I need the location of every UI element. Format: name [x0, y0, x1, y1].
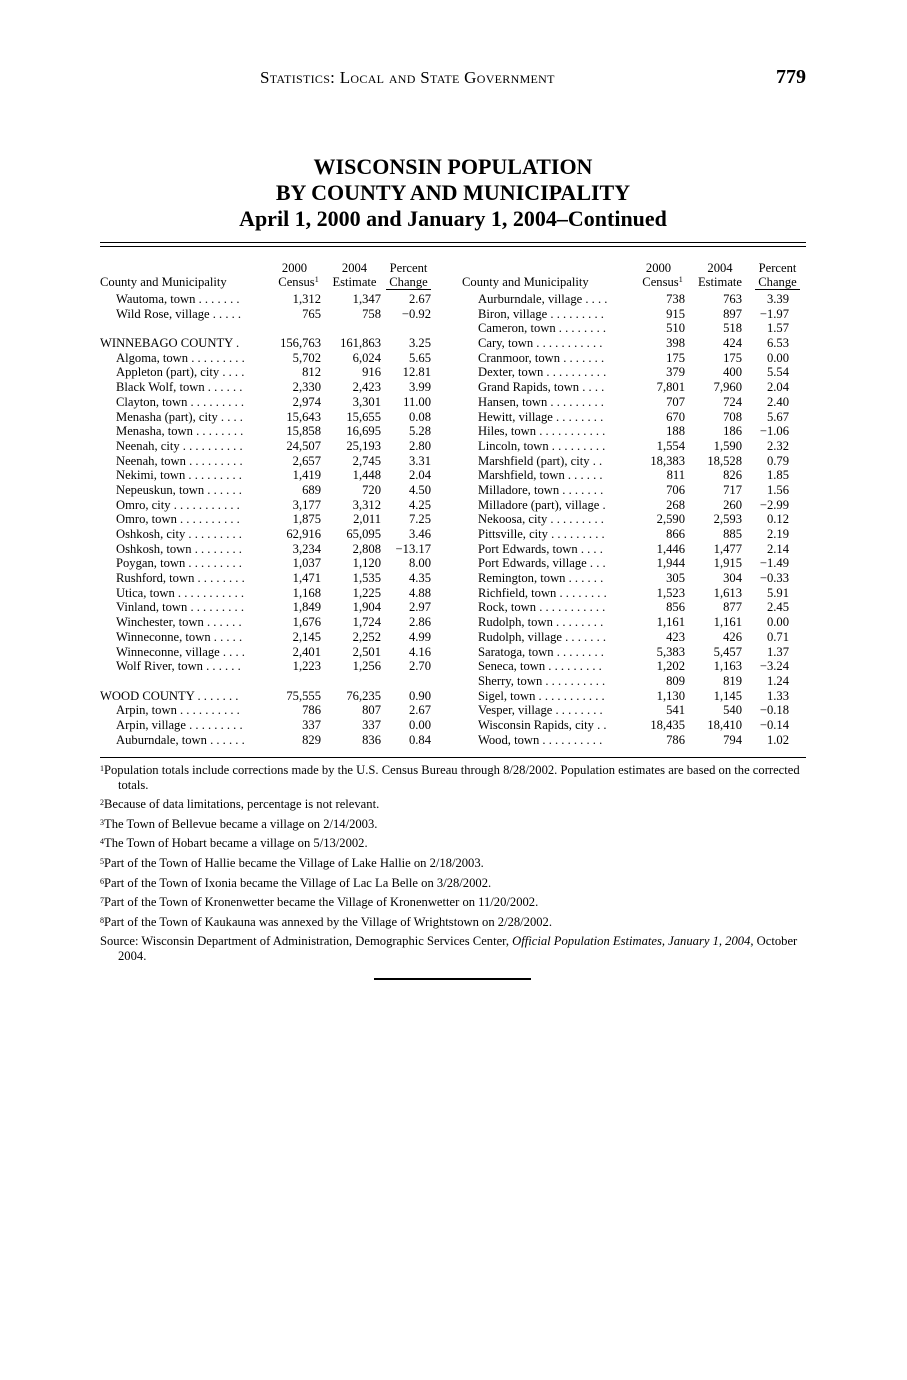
footnote	[100, 876, 816, 891]
estimate-2004: 400	[723, 365, 742, 380]
footnote-number: 2	[100, 798, 104, 808]
municipality-name: Nepeuskun, town . . . . . .	[116, 482, 242, 497]
census-2000: 1,471	[292, 571, 321, 586]
percent-change: 2.97	[408, 600, 431, 615]
municipality-name: Milladore (part), village .	[478, 497, 606, 512]
municipality-name: Clayton, town . . . . . . . . .	[116, 394, 245, 409]
percent-change: 2.67	[408, 292, 431, 306]
municipality-name: Marshfield (part), city . .	[478, 453, 603, 468]
header-county-municipality: County and Municipality	[100, 275, 227, 289]
header-census-year: 2000	[645, 261, 672, 275]
municipality-name: Winneconne, town . . . . .	[116, 629, 243, 644]
census-2000: 1,037	[292, 556, 321, 571]
municipality-name: Appleton (part), city . . . .	[116, 365, 245, 380]
municipality-name: Sherry, town . . . . . . . . . .	[478, 673, 606, 688]
header-census-footnote: 1	[678, 275, 683, 284]
census-2000: 1,168	[292, 585, 321, 600]
percent-change: 0.00	[766, 615, 789, 630]
estimate-2004: 763	[723, 292, 742, 306]
census-2000: 866	[666, 527, 685, 541]
census-2000: 24,507	[286, 438, 321, 453]
header-percent: Percent	[758, 261, 797, 275]
census-2000: 2,974	[292, 394, 321, 409]
footnote-text: Part of the Town of Hallie became the Village of Lake Hallie on 2/18/2003.	[104, 855, 484, 870]
census-2000: 738	[666, 292, 685, 306]
census-2000: 809	[666, 673, 685, 688]
percent-change: 0.00	[408, 717, 431, 732]
estimate-2004: 18,528	[707, 453, 742, 468]
estimate-2004: 916	[362, 365, 381, 380]
estimate-2004: 540	[723, 703, 742, 718]
percent-change: 1.33	[766, 688, 789, 703]
census-2000: 1,223	[292, 659, 321, 674]
percent-change: −1.49	[759, 556, 789, 571]
header-change: Change	[386, 275, 431, 290]
census-2000: 1,944	[656, 556, 685, 571]
estimate-2004: 1,535	[352, 571, 381, 586]
municipality-name: Vesper, village . . . . . . . .	[478, 703, 603, 718]
estimate-2004: 836	[362, 732, 381, 747]
estimate-2004: 1,477	[713, 541, 742, 556]
census-2000: 706	[666, 482, 685, 497]
percent-change: 11.00	[403, 394, 431, 409]
table-top-rule	[100, 242, 806, 247]
estimate-2004: 794	[723, 732, 742, 747]
census-2000: 62,916	[286, 527, 321, 541]
estimate-2004: 1,613	[713, 585, 742, 600]
header-percent: Percent	[389, 261, 428, 275]
census-2000: 786	[666, 732, 685, 747]
municipality-name: Milladore, town . . . . . . .	[478, 482, 604, 497]
percent-change: 2.04	[408, 468, 431, 483]
percent-change: −0.92	[401, 306, 431, 321]
municipality-name: Poygan, town . . . . . . . . .	[116, 556, 242, 571]
source-suffix: , October 2004.	[118, 934, 798, 963]
municipality-name: Omro, town . . . . . . . . . .	[116, 512, 240, 527]
municipality-name: Biron, village . . . . . . . . .	[478, 306, 604, 321]
percent-change: 1.85	[766, 468, 789, 483]
census-2000: 15,858	[286, 424, 321, 439]
census-2000: 1,446	[656, 541, 685, 556]
census-2000: 268	[666, 497, 685, 512]
estimate-2004: 161,863	[340, 336, 381, 351]
footnote-text: The Town of Bellevue became a village on 2/14/2003.	[104, 816, 378, 831]
footnote-number: 4	[100, 837, 104, 847]
end-rule	[374, 978, 531, 980]
municipality-name: WOOD COUNTY . . . . . . .	[100, 688, 239, 703]
municipality-name: Remington, town . . . . . .	[478, 571, 604, 586]
percent-change: −0.18	[759, 703, 789, 718]
percent-change: 2.86	[408, 615, 431, 630]
census-2000: 811	[666, 468, 685, 483]
footnote-number: 1	[100, 764, 104, 773]
percent-change: 1.37	[766, 644, 789, 659]
municipality-name: Arpin, town . . . . . . . . . .	[116, 703, 240, 718]
estimate-2004: 897	[723, 306, 742, 321]
municipality-name: Saratoga, town . . . . . . . .	[478, 644, 604, 659]
municipality-name: Port Edwards, town . . . .	[478, 541, 603, 556]
census-2000: 5,702	[292, 350, 321, 365]
percent-change: 2.80	[408, 438, 431, 453]
municipality-name: Cameron, town . . . . . . . .	[478, 321, 607, 336]
municipality-name: Rushford, town . . . . . . . .	[116, 571, 245, 586]
municipality-name: Rudolph, town . . . . . . . .	[478, 615, 604, 630]
estimate-2004: 819	[723, 673, 742, 688]
municipality-name: Marshfield, town . . . . . .	[478, 468, 603, 483]
percent-change: 0.71	[766, 629, 789, 644]
census-2000: 2,590	[656, 512, 685, 527]
census-2000: 1,875	[292, 512, 321, 527]
percent-change: 2.19	[766, 527, 789, 541]
estimate-2004: 1,915	[713, 556, 742, 571]
municipality-name: Hewitt, village . . . . . . . .	[478, 409, 604, 424]
footnote-text: Part of the Town of Ixonia became the Village of Lac La Belle on 3/28/2002.	[104, 875, 492, 890]
municipality-name: Wolf River, town . . . . . .	[116, 659, 241, 674]
title-line-1: WISCONSIN POPULATION	[313, 154, 593, 179]
percent-change: −13.17	[395, 541, 431, 556]
census-2000: 541	[666, 703, 685, 718]
estimate-2004: 337	[362, 717, 381, 732]
percent-change: 5.54	[766, 365, 789, 380]
percent-change: 3.99	[408, 380, 431, 395]
footnote-rule	[100, 757, 806, 758]
census-2000: 398	[666, 336, 685, 351]
percent-change: 4.88	[408, 585, 431, 600]
census-2000: 707	[666, 394, 685, 409]
header-census-footnote: 1	[314, 275, 319, 284]
header-estimate-year: 2004	[707, 261, 733, 275]
percent-change: 4.50	[408, 482, 431, 497]
footnote-number: 5	[100, 856, 104, 866]
percent-change: 3.46	[408, 527, 431, 541]
census-2000: 2,401	[292, 644, 321, 659]
footnote-list	[100, 763, 816, 929]
estimate-2004: 518	[723, 321, 742, 336]
footnote	[100, 915, 816, 930]
municipality-name: Oshkosh, town . . . . . . . .	[116, 541, 242, 556]
percent-change: −3.24	[759, 659, 789, 674]
census-2000: 1,202	[656, 659, 685, 674]
estimate-2004: 2,501	[352, 644, 381, 659]
census-2000: 18,383	[650, 453, 685, 468]
municipality-name: Wautoma, town . . . . . . .	[116, 292, 240, 306]
estimate-2004: 1,590	[713, 438, 742, 453]
municipality-name: Aurburndale, village . . . .	[478, 292, 608, 306]
percent-change: 12.81	[402, 365, 431, 380]
footnote-number: 7	[100, 896, 104, 906]
estimate-2004: 6,024	[352, 350, 381, 365]
estimate-2004: 2,808	[352, 541, 381, 556]
header-census-label: Census	[278, 275, 315, 289]
estimate-2004: 877	[723, 600, 742, 615]
municipality-name: Menasha, town . . . . . . . .	[116, 424, 244, 439]
estimate-2004: 2,252	[352, 629, 381, 644]
percent-change: −0.33	[759, 571, 789, 586]
census-2000: 156,763	[280, 336, 321, 351]
estimate-2004: 76,235	[346, 688, 381, 703]
census-2000: 2,145	[292, 629, 321, 644]
estimate-2004: 826	[723, 468, 742, 483]
municipality-name: Winchester, town . . . . . .	[116, 615, 242, 630]
percent-change: 5.91	[766, 585, 789, 600]
estimate-2004: 175	[723, 350, 742, 365]
municipality-name: Grand Rapids, town . . . .	[478, 380, 605, 395]
census-2000: 1,849	[292, 600, 321, 615]
percent-change: −1.06	[759, 424, 789, 439]
municipality-name: Port Edwards, village . . .	[478, 556, 606, 571]
header-county-municipality: County and Municipality	[462, 275, 589, 289]
percent-change: 2.45	[766, 600, 789, 615]
municipality-name: Wisconsin Rapids, city . .	[478, 717, 607, 732]
census-2000: 18,435	[650, 717, 685, 732]
percent-change: 0.08	[408, 409, 431, 424]
estimate-2004: 1,120	[352, 556, 381, 571]
municipality-name: Hansen, town . . . . . . . . .	[478, 394, 604, 409]
estimate-2004: 2,745	[352, 453, 381, 468]
municipality-name: Black Wolf, town . . . . . .	[116, 380, 243, 395]
footnote	[100, 895, 816, 910]
percent-change: 4.16	[408, 644, 431, 659]
header-estimate: Estimate	[697, 275, 743, 289]
municipality-name: Omro, city . . . . . . . . . . .	[116, 497, 240, 512]
footnote-text: Population totals include corrections made by the U.S. Census Bureau through 8/28/2002. Population estimates are based on the corrected totals.	[104, 763, 800, 792]
census-2000: 1,676	[292, 615, 321, 630]
census-2000: 423	[666, 629, 685, 644]
estimate-2004: 1,145	[713, 688, 742, 703]
percent-change: −1.97	[759, 306, 789, 321]
estimate-2004: 16,695	[346, 424, 381, 439]
percent-change: 0.84	[408, 732, 431, 747]
percent-change: 5.65	[408, 350, 431, 365]
estimate-2004: 2,593	[713, 512, 742, 527]
estimate-2004: 65,095	[346, 527, 381, 541]
estimate-2004: 25,193	[346, 438, 381, 453]
municipality-name: Neenah, town . . . . . . . . .	[116, 453, 243, 468]
municipality-name: Hiles, town . . . . . . . . . . .	[478, 424, 606, 439]
census-2000: 670	[666, 409, 685, 424]
estimate-2004: 424	[723, 336, 742, 351]
estimate-2004: 1,347	[352, 292, 381, 306]
municipality-name: Vinland, town . . . . . . . . .	[116, 600, 244, 615]
footnote-number: 8	[100, 915, 104, 925]
estimate-2004: 1,724	[352, 615, 381, 630]
census-2000: 856	[666, 600, 685, 615]
footnote-number: 3	[100, 817, 104, 827]
footnote-text: Part of the Town of Kaukauna was annexed by the Village of Wrightstown on 2/28/2002.	[104, 914, 552, 929]
estimate-2004: 1,904	[352, 600, 381, 615]
percent-change: 3.31	[408, 453, 431, 468]
municipality-name: Dexter, town . . . . . . . . . .	[478, 365, 607, 380]
source-title: Official Population Estimates, January 1, 2004	[512, 934, 751, 949]
estimate-2004: 1,448	[352, 468, 381, 483]
census-2000: 7,801	[656, 380, 685, 395]
census-2000: 305	[666, 571, 685, 586]
census-2000: 1,161	[656, 615, 685, 630]
percent-change: 0.79	[766, 453, 789, 468]
estimate-2004: 15,655	[346, 409, 381, 424]
municipality-name: Winneconne, village . . . .	[116, 644, 245, 659]
footnote	[100, 817, 816, 832]
municipality-name: Menasha (part), city . . . .	[116, 409, 243, 424]
header-census	[272, 275, 325, 289]
estimate-2004: 807	[362, 703, 381, 718]
page-title	[100, 154, 806, 232]
percent-change: 1.57	[766, 321, 789, 336]
census-2000: 3,234	[292, 541, 321, 556]
percent-change: −0.14	[759, 717, 789, 732]
municipality-name: Pittsville, city . . . . . . . . .	[478, 527, 605, 541]
census-2000: 1,554	[656, 438, 685, 453]
municipality-name: Oshkosh, city . . . . . . . . .	[116, 527, 242, 541]
census-2000: 175	[666, 350, 685, 365]
estimate-2004: 186	[723, 424, 742, 439]
title-line-3: April 1, 2000 and January 1, 2004–Continued	[239, 206, 667, 231]
running-head	[100, 66, 806, 90]
percent-change: 0.90	[408, 688, 431, 703]
percent-change: 4.99	[408, 629, 431, 644]
estimate-2004: 720	[362, 482, 381, 497]
estimate-2004: 758	[362, 306, 381, 321]
estimate-2004: 1,256	[352, 659, 381, 674]
percent-change: 1.56	[766, 482, 789, 497]
census-2000: 786	[302, 703, 321, 718]
percent-change: 2.04	[766, 380, 789, 395]
percent-change: 0.00	[766, 350, 789, 365]
municipality-name: Auburndale, town . . . . . .	[116, 732, 245, 747]
census-2000: 2,657	[292, 453, 321, 468]
municipality-name: Cary, town . . . . . . . . . . .	[478, 336, 603, 351]
footnote	[100, 797, 816, 812]
percent-change: 2.70	[408, 659, 431, 674]
estimate-2004: 304	[723, 571, 742, 586]
estimate-2004: 1,163	[713, 659, 742, 674]
municipality-name: Rock, town . . . . . . . . . . .	[478, 600, 606, 615]
census-2000: 15,643	[286, 409, 321, 424]
percent-change: 2.40	[766, 394, 789, 409]
percent-change: 7.25	[408, 512, 431, 527]
municipality-name: Neenah, city . . . . . . . . . .	[116, 438, 243, 453]
percent-change: 5.28	[408, 424, 431, 439]
estimate-2004: 3,301	[352, 394, 381, 409]
percent-change: 1.02	[766, 732, 789, 747]
municipality-name: Arpin, village . . . . . . . . .	[116, 717, 243, 732]
municipality-name: Cranmoor, town . . . . . . .	[478, 350, 605, 365]
percent-change: 4.35	[408, 571, 431, 586]
percent-change: 8.00	[408, 556, 431, 571]
percent-change: 2.67	[408, 703, 431, 718]
footnote	[100, 763, 816, 792]
municipality-name: Utica, town . . . . . . . . . . .	[116, 585, 245, 600]
footnote-text: Part of the Town of Kronenwetter became the Village of Kronenwetter on 11/20/2002.	[104, 895, 539, 910]
percent-change: 3.25	[408, 336, 431, 351]
census-2000: 1,130	[656, 688, 685, 703]
footnote-text: Because of data limitations, percentage is not relevant.	[104, 797, 380, 812]
estimate-2004: 5,457	[713, 644, 742, 659]
census-2000: 3,177	[292, 497, 321, 512]
percent-change: 3.39	[766, 292, 789, 306]
census-2000: 915	[666, 306, 685, 321]
header-census-year: 2000	[281, 261, 308, 275]
municipality-name: WINNEBAGO COUNTY .	[100, 336, 240, 351]
municipality-name: Nekoosa, city . . . . . . . . .	[478, 512, 604, 527]
source-prefix: Source: Wisconsin Department of Administration, Demographic Services Center,	[100, 934, 513, 949]
census-2000: 2,330	[292, 380, 321, 395]
estimate-2004: 3,312	[352, 497, 381, 512]
header-estimate: Estimate	[332, 275, 377, 289]
municipality-name: Algoma, town . . . . . . . . .	[116, 350, 245, 365]
estimate-2004: 717	[723, 482, 742, 497]
estimate-2004: 708	[723, 409, 742, 424]
census-2000: 1,523	[656, 585, 685, 600]
percent-change: 2.14	[766, 541, 789, 556]
census-2000: 812	[302, 365, 321, 380]
percent-change: 5.67	[766, 409, 789, 424]
footnote-number: 6	[100, 876, 104, 886]
footnote-text: The Town of Hobart became a village on 5/13/2002.	[104, 836, 368, 851]
estimate-2004: 18,410	[707, 717, 742, 732]
municipality-name: Wild Rose, village . . . . .	[116, 306, 242, 321]
municipality-name: Rudolph, village . . . . . . .	[478, 629, 607, 644]
header-census-label: Census	[642, 275, 679, 289]
estimate-2004: 885	[723, 527, 742, 541]
estimate-2004: 1,161	[713, 615, 742, 630]
percent-change: 1.24	[766, 673, 789, 688]
header-estimate-year: 2004	[341, 261, 368, 275]
estimate-2004: 260	[723, 497, 742, 512]
source-note	[100, 934, 816, 963]
census-2000: 510	[666, 321, 685, 336]
percent-change: 6.53	[766, 336, 789, 351]
percent-change: 0.12	[766, 512, 789, 527]
municipality-name: Wood, town . . . . . . . . . .	[478, 732, 603, 747]
page-number: 779	[776, 66, 806, 88]
percent-change: 4.25	[408, 497, 431, 512]
census-2000: 765	[302, 306, 321, 321]
estimate-2004: 1,225	[352, 585, 381, 600]
estimate-2004: 7,960	[713, 380, 742, 395]
census-2000: 75,555	[286, 688, 321, 703]
municipality-name: Richfield, town . . . . . . . .	[478, 585, 607, 600]
footnote	[100, 836, 816, 851]
title-line-2: BY COUNTY AND MUNICIPALITY	[275, 180, 631, 205]
census-2000: 5,383	[656, 644, 685, 659]
estimate-2004: 426	[723, 629, 742, 644]
census-2000: 337	[302, 717, 321, 732]
footnote	[100, 856, 816, 871]
municipality-name: Nekimi, town . . . . . . . . .	[116, 468, 242, 483]
census-2000: 188	[666, 424, 685, 439]
running-head-title: Statistics: Local and State Government	[260, 68, 555, 87]
census-2000: 379	[666, 365, 685, 380]
percent-change: −2.99	[759, 497, 789, 512]
census-2000: 689	[302, 482, 321, 497]
footnotes	[100, 763, 816, 969]
municipality-name: Lincoln, town . . . . . . . . .	[478, 438, 606, 453]
municipality-name: Sigel, town . . . . . . . . . . .	[478, 688, 605, 703]
census-2000: 1,312	[292, 292, 321, 306]
header-census	[636, 275, 689, 289]
percent-change: 2.32	[766, 438, 789, 453]
estimate-2004: 2,011	[353, 512, 381, 527]
municipality-name: Seneca, town . . . . . . . . .	[478, 659, 602, 674]
estimate-2004: 724	[723, 394, 742, 409]
estimate-2004: 2,423	[352, 380, 381, 395]
header-change: Change	[755, 275, 800, 290]
census-2000: 1,419	[292, 468, 321, 483]
census-2000: 829	[302, 732, 321, 747]
